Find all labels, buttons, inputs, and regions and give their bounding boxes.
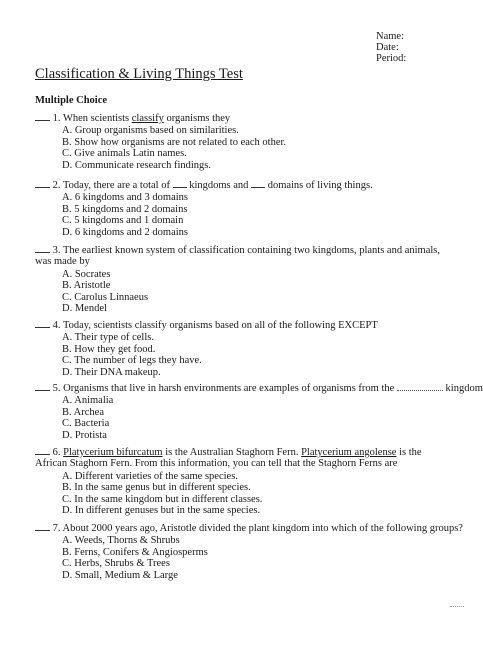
question-text: Organisms that live in harsh environments are examples of organisms from the — [63, 383, 397, 394]
question-text: Today, scientists classify organisms based on all of the following EXCEPT — [62, 320, 378, 331]
species-name-2: Platycerium angolense — [301, 447, 397, 458]
question-stem — [35, 111, 444, 124]
fill-blank-kingdoms — [173, 178, 187, 188]
option-d: D. Protista — [62, 429, 107, 441]
answer-blank[interactable] — [35, 318, 50, 328]
student-info-block — [376, 31, 406, 64]
option-c: C. Carolus Linnaeus — [62, 291, 149, 303]
question-text: When scientists — [62, 113, 132, 124]
option-a: A. Animalia — [62, 395, 114, 407]
answer-options — [62, 269, 444, 315]
question-text: About 2000 years ago, Aristotle divided the plant kingdom into which of the following groups? — [62, 523, 463, 534]
period-label: Period: — [376, 53, 407, 64]
answer-blank[interactable] — [35, 178, 50, 188]
answer-blank[interactable] — [35, 445, 50, 455]
question-number: 6. — [52, 447, 61, 458]
answer-options — [62, 535, 444, 581]
option-b: B. Archea — [62, 406, 104, 418]
option-a: A. Group organisms based on similarities. — [62, 125, 239, 137]
option-a: A. Different varieties of the same species. — [62, 470, 238, 482]
answer-blank[interactable] — [35, 243, 50, 253]
question-stem — [35, 521, 463, 534]
answer-options — [62, 192, 444, 238]
option-d: D. Their DNA makeup. — [62, 366, 161, 378]
option-b: B. Show how organisms are not related to each other. — [62, 136, 287, 148]
question-text-mid: kingdoms and — [186, 180, 252, 191]
question-6 — [35, 445, 444, 516]
option-c: C. In the same kingdom but in different classes. — [62, 493, 263, 505]
option-d: D. In different genuses but in the same species. — [62, 505, 261, 517]
question-text-mid: is the Australian Staghorn Fern. — [162, 447, 302, 458]
question-stem — [35, 318, 444, 331]
section-heading: Multiple Choice — [35, 95, 108, 106]
question-text-end: kingdom — [442, 383, 483, 394]
option-b: B. Ferns, Conifers & Angiosperms — [62, 546, 208, 558]
option-d: D. Mendel — [62, 303, 107, 315]
question-number: 7. — [52, 523, 61, 534]
option-c: C. 5 kingdoms and 1 domain — [62, 215, 184, 227]
question-3 — [35, 243, 444, 314]
question-stem — [35, 178, 444, 191]
question-stem — [35, 243, 444, 268]
question-4 — [35, 318, 444, 378]
answer-options — [62, 125, 444, 171]
scan-mark — [450, 606, 464, 608]
question-5 — [35, 381, 483, 441]
option-a: A. 6 kingdoms and 3 domains — [62, 192, 188, 204]
option-c: C. The number of legs they have. — [62, 355, 202, 367]
answer-options — [62, 471, 444, 517]
question-1 — [35, 111, 444, 171]
question-number: 4. — [52, 320, 61, 331]
option-c: C. Give animals Latin names. — [62, 148, 187, 160]
question-number: 5. — [52, 383, 61, 394]
species-name-1: Platycerium bifurcatum — [63, 447, 163, 458]
option-b: B. In the same genus but in different species. — [62, 482, 251, 494]
answer-options — [62, 332, 444, 378]
question-text: Today, there are a total of — [62, 180, 173, 191]
option-b: B. How they get food. — [62, 343, 156, 355]
option-d: D. 6 kingdoms and 2 domains — [62, 226, 188, 238]
question-number: 3. — [52, 245, 61, 256]
fill-blank-kingdom — [397, 381, 443, 391]
name-label: Name: — [376, 31, 404, 42]
question-2 — [35, 178, 444, 238]
answer-blank[interactable] — [35, 111, 50, 121]
date-label: Date: — [376, 42, 399, 53]
question-text-end: is the African Staghorn Fern. From this information, you can tell that the Staghorn Ferns are — [35, 447, 422, 470]
option-c: C. Herbs, Shrubs & Trees — [62, 558, 170, 570]
answer-options — [62, 395, 444, 441]
option-a: A. Socrates — [62, 268, 111, 280]
question-text-end: domains of living things. — [265, 180, 373, 191]
question-text: The earliest known system of classification containing two kingdoms, plants and animals, was made by — [35, 245, 440, 268]
answer-blank[interactable] — [35, 521, 50, 531]
question-text-end: organisms they — [163, 113, 231, 124]
option-a: A. Their type of cells. — [62, 332, 154, 344]
question-7 — [35, 521, 463, 581]
option-c: C. Bacteria — [62, 418, 110, 430]
question-stem — [35, 445, 444, 470]
option-a: A. Weeds, Thorns & Shrubs — [62, 535, 180, 547]
option-b: B. 5 kingdoms and 2 domains — [62, 203, 188, 215]
question-stem — [35, 381, 483, 394]
test-title: Classification & Living Things Test — [35, 66, 243, 82]
option-b: B. Aristotle — [62, 280, 111, 292]
underlined-term: classify — [131, 113, 164, 124]
fill-blank-domains — [251, 178, 265, 188]
answer-blank[interactable] — [35, 381, 50, 391]
question-number: 2. — [52, 180, 61, 191]
option-d: D. Communicate research findings. — [62, 159, 211, 171]
option-d: D. Small, Medium & Large — [62, 569, 178, 581]
question-number: 1. — [52, 113, 61, 124]
